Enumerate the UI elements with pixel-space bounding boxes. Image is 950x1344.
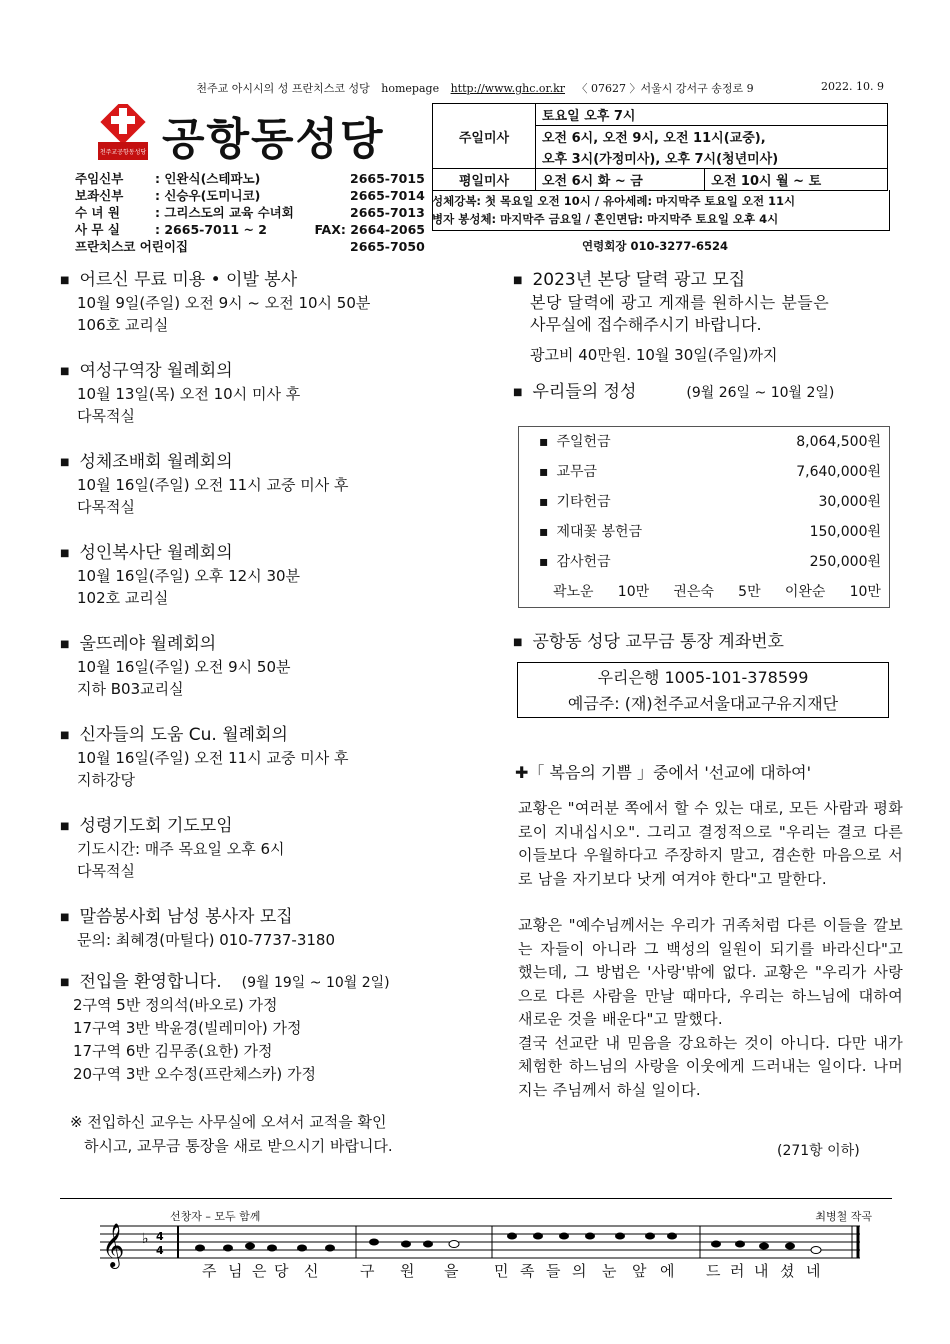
newcomers-title: ■ 전입을 환영합니다. (9월 19일 ~ 10월 2일) [60, 970, 480, 994]
funeral-society-contact: 연령회장 010-3277-6524 [582, 239, 729, 253]
sunday-mass-label: 주일미사 [433, 104, 536, 169]
hymn-staff [60, 1196, 892, 1286]
announcement [60, 450, 480, 541]
sunday-mass-time: 토요일 오후 7시 [536, 104, 888, 126]
offering-title: ■ 우리들의 정성 (9월 26일 ~ 10월 2일) [513, 380, 903, 404]
lyric: 은 [252, 1262, 267, 1280]
announcement-line: 다목적실 [77, 407, 135, 425]
staff-directory [75, 170, 425, 255]
donor-list: 곽노운 10만 권은숙 5만 이완순 10만 [553, 584, 881, 600]
lyric: 을 [444, 1262, 459, 1280]
bank-account-box [517, 662, 889, 718]
mass-schedule-table [432, 103, 888, 191]
quote-paragraph: 교황은 "여러분 쪽에서 할 수 있는 대로, 모든 사람과 평화로이 지내십시오". 그리고 결정적으로 "우리는 결코 다른 이들보다 우월하다고 주장하지 말고, 겸손한 마음으로 서로 남을 자기보다 낫게 여겨야 한다"고 말한다. [518, 799, 903, 888]
announcement-title: ■ 신자들의 도움 Cu. 월례회의 [60, 723, 480, 747]
offering-table [518, 426, 890, 608]
announcement-line: 10월 13일(목) 오전 10시 미사 후 [77, 385, 301, 403]
homepage-label: homepage [381, 82, 440, 95]
weekday-mass-time: 오전 6시 화 ~ 금 [536, 169, 705, 191]
svg-text:4: 4 [156, 1230, 164, 1243]
announcement-line: 지하 B03교리실 [77, 680, 184, 698]
newcomer-note-line: 하시고, 교무금 통장을 새로 받으시기 바랍니다. [84, 1137, 393, 1155]
header-line [0, 80, 950, 96]
announcement-title: ■ 성령기도회 기도모임 [60, 814, 480, 838]
right-announcements [513, 268, 903, 404]
lyric: 드 [706, 1262, 721, 1280]
announcement-line: 다목적실 [77, 862, 135, 880]
lyric: 들 [546, 1262, 561, 1280]
quote-reference: (271항 이하) [777, 1143, 860, 1159]
announcement-title: ■ 울뜨레야 월례회의 [60, 632, 480, 656]
announcement-line: 문의: 최혜경(마틸다) 010-7737-3180 [77, 931, 336, 949]
calendar-ad-title: ■ 2023년 본당 달력 광고 모집 [513, 268, 903, 292]
lyric: 당 [274, 1262, 289, 1280]
lyric: 구 [360, 1262, 375, 1280]
logo-text: 천주교공항동성당 [99, 149, 147, 156]
staff-row: 수 녀 원 : 그리스도의 교육 수녀회 2665-7013 [75, 205, 425, 220]
lyric: 러 [730, 1262, 745, 1280]
offering-row: ▪ 주일헌금 8,064,500원 [519, 427, 889, 457]
announcement-title: ■ 말씀봉사회 남성 봉사자 모집 [60, 905, 480, 929]
announcement-title: ■ 어르신 무료 미용 • 이발 봉사 [60, 268, 480, 292]
lyric: 신 [304, 1262, 319, 1280]
sacrament-note: 성체강복: 첫 목요일 오전 10시 / 유아세례: 마지막주 토요일 오전 11시 [432, 194, 796, 208]
hymn-caption: 선창자 – 모두 함께 [170, 1210, 261, 1223]
announcement [60, 268, 480, 359]
announcement [60, 814, 480, 905]
lyric: 앞 [632, 1262, 647, 1280]
lyric: 주 [202, 1262, 217, 1280]
lyric: 네 [806, 1262, 821, 1280]
sunday-mass-time: 오후 3시(가정미사), 오후 7시(청년미사) [536, 147, 888, 169]
newcomer-row: 17구역 3반 박윤경(빌레미아) 가정 [73, 1019, 302, 1037]
staff-row: 프란치스코 어린이집 2665-7050 [75, 239, 425, 254]
announcement-line: 지하강당 [77, 771, 135, 789]
lyric: 민 [494, 1262, 509, 1280]
svg-text:♭: ♭ [142, 1231, 149, 1247]
announcement-line: 10월 16일(주일) 오전 11시 교중 미사 후 [77, 749, 349, 767]
homepage-link[interactable]: http://www.ghc.or.kr [450, 82, 565, 95]
announcement-line: 10월 16일(주일) 오전 9시 50분 [77, 658, 291, 676]
announcement-line: 10월 9일(주일) 오전 9시 ~ 오전 10시 50분 [77, 294, 371, 312]
lyric: 님 [228, 1262, 243, 1280]
left-announcements [60, 268, 480, 1083]
sunday-mass-time: 오전 6시, 오전 9시, 오전 11시(교중), [536, 126, 888, 148]
hymn-composer: 최병철 작곡 [815, 1210, 872, 1223]
newcomer-note [70, 1110, 470, 1158]
calendar-ad-line: 본당 달력에 광고 게재를 원하시는 분들은 [530, 293, 830, 312]
svg-text:4: 4 [156, 1244, 164, 1257]
bank-account-holder: 예금주: (재)천주교서울대교구유지재단 [567, 694, 839, 713]
announcement [60, 359, 480, 450]
offering-row: ▪ 교무금 7,640,000원 [519, 457, 889, 487]
announcement-line: 102호 교리실 [77, 589, 169, 607]
church-logo [93, 104, 153, 162]
weekday-mass-label: 평일미사 [433, 169, 536, 191]
weekday-mass-time: 오전 10시 월 ~ 토 [705, 169, 888, 191]
announcement-line: 기도시간: 매주 목요일 오후 6시 [77, 840, 285, 858]
newcomers-section [60, 970, 480, 1083]
lyric: 족 [520, 1262, 535, 1280]
quote-title: ✚「 복음의 기쁨 」중에서 '선교에 대하여' [515, 763, 812, 782]
staff-row: 보좌신부 : 신승우(도미니코) 2665-7014 [75, 188, 425, 203]
sacrament-note: 병자 봉성체: 마지막주 금요일 / 혼인면담: 마지막주 토요일 오후 4시 [432, 212, 779, 226]
newcomer-row: 2구역 5반 정의석(바오로) 가정 [73, 996, 278, 1014]
offering-row: ▪ 기타헌금 30,000원 [519, 487, 889, 517]
staff-row: 주임신부 : 인완식(스테파노) 2665-7015 [75, 171, 425, 186]
lyric: 에 [660, 1262, 675, 1280]
quote-body [518, 797, 903, 1125]
announcement [60, 905, 480, 970]
newcomer-row: 17구역 6반 김무종(요한) 가정 [73, 1042, 273, 1060]
announcement-title: ■ 성체조배회 월례회의 [60, 450, 480, 474]
quote-paragraph: 결국 선교란 내 믿음을 강요하는 것이 아니다. 다만 내가 체험한 하느님의 사랑을 이웃에게 드러내는 일이다. 나머지는 주님께서 하실 일이다. [518, 1033, 903, 1099]
church-full-name: 천주교 아시시의 성 프란치스코 성당 [196, 82, 370, 95]
church-name-title: 공항동성당 [162, 114, 385, 165]
lyric: 셨 [780, 1262, 795, 1280]
calendar-ad-line: 사무실에 접수해주시기 바랍니다. [530, 315, 762, 334]
lyric: 내 [754, 1262, 769, 1280]
quote-paragraph: 교황은 "예수님께서는 우리가 귀족처럼 다른 이들을 깔보는 자들이 아니라 그 백성의 일원이 되기를 바라신다"고 했는데, 그 방법은 '사랑'밖에 없다. 교황은 "우리가 사랑으로 다른 사람을 만날 때마다, 우리는 하느님에 대하여 새로운 것을 배운다"고 말했다. [518, 916, 903, 1028]
bank-title: ■ 공항동 성당 교무금 통장 계좌번호 [513, 630, 784, 654]
announcement [60, 541, 480, 632]
offering-row: ▪ 감사헌금 250,000원 [519, 547, 889, 577]
newcomer-note-line: ※ 전입하신 교우는 사무실에 오셔서 교적을 확인 [70, 1113, 387, 1131]
announcement-line: 10월 16일(주일) 오전 11시 교중 미사 후 [77, 476, 349, 494]
bulletin-date: 2022. 10. 9 [821, 80, 884, 93]
lyric: 눈 [602, 1262, 617, 1280]
announcement-line: 다목적실 [77, 498, 135, 516]
announcement-line: 106호 교리실 [77, 316, 169, 334]
offering-row: ▪ 제대꽃 봉헌금 150,000원 [519, 517, 889, 547]
bank-account-number: 우리은행 1005-101-378599 [597, 668, 809, 687]
announcement [60, 632, 480, 723]
lyric: 원 [400, 1262, 415, 1280]
address: 〈 07627 〉서울시 강서구 송정로 9 [576, 82, 754, 95]
staff-row: 사 무 실 : 2665-7011 ~ 2 FAX: 2664-2065 [75, 222, 425, 237]
newcomer-row: 20구역 3반 오수정(프란체스카) 가정 [73, 1065, 317, 1083]
announcement [60, 723, 480, 814]
lyric: 의 [572, 1262, 587, 1280]
announcement-title: ■ 여성구역장 월례회의 [60, 359, 480, 383]
announcement-title: ■ 성인복사단 월례회의 [60, 541, 480, 565]
announcement-line: 10월 16일(주일) 오후 12시 30분 [77, 567, 301, 585]
hymn-lyrics [60, 1260, 892, 1280]
calendar-ad-line: 광고비 40만원. 10월 30일(주일)까지 [530, 346, 778, 364]
svg-text:𝄞: 𝄞 [102, 1223, 125, 1267]
